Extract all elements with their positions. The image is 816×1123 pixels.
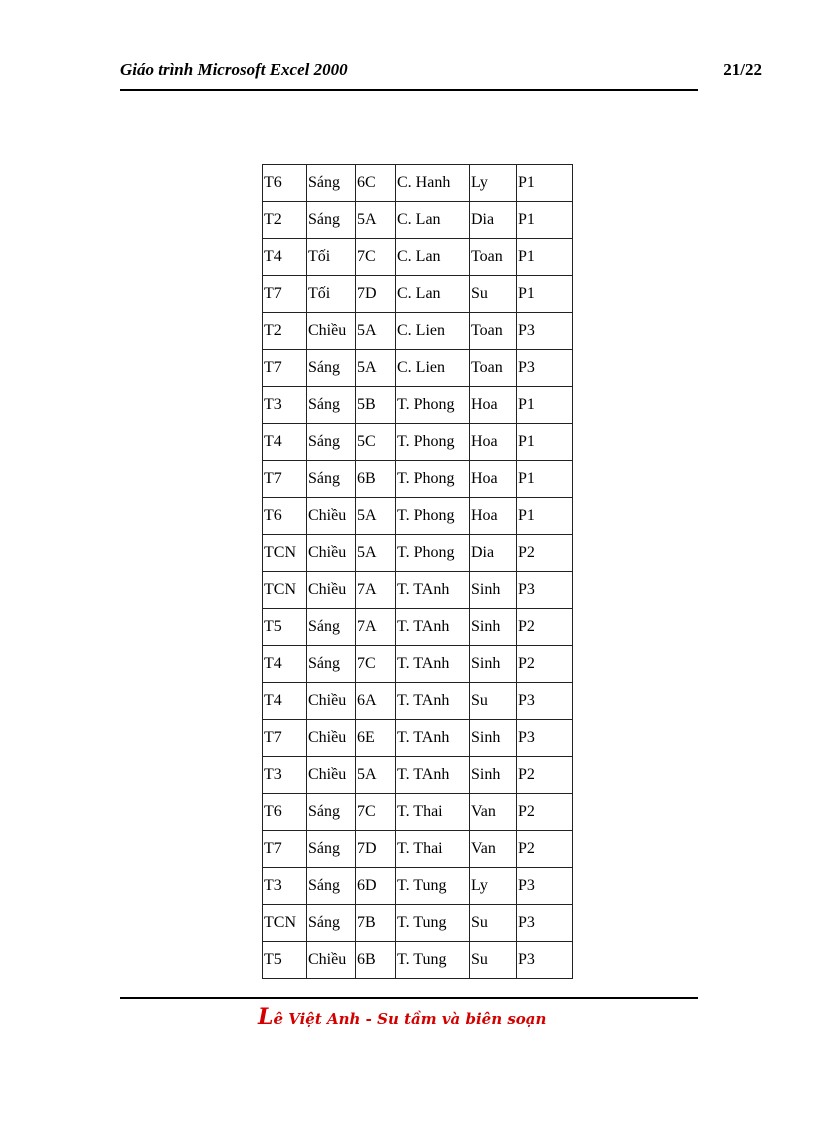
session-cell: Chiều [307,313,356,350]
day-cell: T7 [263,276,307,313]
table-row [263,572,573,609]
room-cell: P3 [517,572,573,609]
class-cell: 7C [356,646,396,683]
day-cell: T5 [263,942,307,979]
session-cell: Sáng [307,387,356,424]
subject-cell: Hoa [470,387,517,424]
teacher-cell: T. Tung [396,868,470,905]
table-row [263,646,573,683]
teacher-cell: T. Phong [396,387,470,424]
teacher-cell: T. Thai [396,794,470,831]
session-cell: Sáng [307,831,356,868]
room-cell: P1 [517,461,573,498]
room-cell: P3 [517,905,573,942]
room-cell: P2 [517,757,573,794]
room-cell: P2 [517,609,573,646]
teacher-cell: T. Tung [396,942,470,979]
subject-cell: Ly [470,868,517,905]
teacher-cell: C. Lien [396,313,470,350]
table-row [263,350,573,387]
session-cell: Sáng [307,868,356,905]
subject-cell: Sinh [470,609,517,646]
table-row [263,387,573,424]
class-cell: 5A [356,313,396,350]
class-cell: 6C [356,165,396,202]
table-row [263,683,573,720]
subject-cell: Hoa [470,424,517,461]
room-cell: P2 [517,794,573,831]
session-cell: Sáng [307,424,356,461]
room-cell: P2 [517,831,573,868]
session-cell: Tối [307,239,356,276]
class-cell: 5C [356,424,396,461]
day-cell: T6 [263,498,307,535]
teacher-cell: T. Tung [396,905,470,942]
table-row [263,535,573,572]
subject-cell: Sinh [470,720,517,757]
room-cell: P3 [517,868,573,905]
table-row [263,942,573,979]
room-cell: P1 [517,387,573,424]
subject-cell: Sinh [470,646,517,683]
class-cell: 7C [356,794,396,831]
subject-cell: Toan [470,313,517,350]
session-cell: Sáng [307,609,356,646]
table-row [263,498,573,535]
page-number: 21/22 [723,60,762,79]
class-cell: 6B [356,461,396,498]
table-row [263,461,573,498]
teacher-cell: T. TAnh [396,683,470,720]
footer-credit [258,1004,546,1030]
teacher-cell: T. Phong [396,424,470,461]
class-cell: 5A [356,498,396,535]
day-cell: T4 [263,683,307,720]
footer-credit-text: ê Việt Anh - Su tầm và biên soạn [273,1010,547,1028]
class-cell: 5A [356,350,396,387]
teacher-cell: C. Lan [396,239,470,276]
schedule-table-body [263,165,573,979]
day-cell: TCN [263,572,307,609]
session-cell: Chiều [307,683,356,720]
session-cell: Chiều [307,720,356,757]
table-row [263,239,573,276]
session-cell: Tối [307,276,356,313]
table-row [263,720,573,757]
document-title: Giáo trình Microsoft Excel 2000 [120,60,348,79]
subject-cell: Su [470,276,517,313]
session-cell: Sáng [307,165,356,202]
teacher-cell: C. Lien [396,350,470,387]
subject-cell: Sinh [470,572,517,609]
session-cell: Chiều [307,572,356,609]
teacher-cell: T. TAnh [396,720,470,757]
subject-cell: Hoa [470,461,517,498]
subject-cell: Ly [470,165,517,202]
day-cell: T7 [263,831,307,868]
day-cell: T3 [263,387,307,424]
table-row [263,313,573,350]
teacher-cell: C. Lan [396,202,470,239]
class-cell: 6D [356,868,396,905]
teacher-cell: T. Thai [396,831,470,868]
table-row [263,868,573,905]
day-cell: T7 [263,461,307,498]
teacher-cell: C. Hanh [396,165,470,202]
day-cell: T5 [263,609,307,646]
teacher-cell: T. TAnh [396,572,470,609]
subject-cell: Sinh [470,757,517,794]
subject-cell: Toan [470,239,517,276]
class-cell: 5A [356,757,396,794]
table-row [263,794,573,831]
room-cell: P1 [517,276,573,313]
day-cell: T7 [263,720,307,757]
room-cell: P2 [517,535,573,572]
room-cell: P3 [517,720,573,757]
day-cell: TCN [263,535,307,572]
day-cell: T3 [263,757,307,794]
room-cell: P3 [517,350,573,387]
session-cell: Chiều [307,498,356,535]
room-cell: P2 [517,646,573,683]
room-cell: P1 [517,239,573,276]
room-cell: P1 [517,165,573,202]
class-cell: 7C [356,239,396,276]
table-row [263,276,573,313]
teacher-cell: C. Lan [396,276,470,313]
room-cell: P1 [517,498,573,535]
day-cell: T4 [263,239,307,276]
room-cell: P3 [517,683,573,720]
class-cell: 7D [356,276,396,313]
session-cell: Chiều [307,942,356,979]
teacher-cell: T. TAnh [396,757,470,794]
class-cell: 7A [356,609,396,646]
table-row [263,202,573,239]
subject-cell: Dia [470,202,517,239]
subject-cell: Toan [470,350,517,387]
class-cell: 5A [356,202,396,239]
class-cell: 6B [356,942,396,979]
day-cell: T7 [263,350,307,387]
session-cell: Sáng [307,794,356,831]
table-row [263,831,573,868]
day-cell: TCN [263,905,307,942]
session-cell: Sáng [307,350,356,387]
session-cell: Chiều [307,757,356,794]
class-cell: 5A [356,535,396,572]
room-cell: P1 [517,202,573,239]
subject-cell: Su [470,683,517,720]
table-row [263,165,573,202]
day-cell: T2 [263,313,307,350]
teacher-cell: T. Phong [396,498,470,535]
teacher-cell: T. TAnh [396,609,470,646]
footer-divider [120,997,698,999]
table-row [263,757,573,794]
session-cell: Chiều [307,535,356,572]
subject-cell: Dia [470,535,517,572]
table-row [263,424,573,461]
subject-cell: Su [470,905,517,942]
session-cell: Sáng [307,461,356,498]
subject-cell: Van [470,794,517,831]
session-cell: Sáng [307,202,356,239]
class-cell: 6A [356,683,396,720]
room-cell: P3 [517,942,573,979]
room-cell: P1 [517,424,573,461]
class-cell: 7D [356,831,396,868]
page-header [120,58,762,84]
session-cell: Sáng [307,646,356,683]
day-cell: T6 [263,794,307,831]
header-divider [120,89,698,91]
session-cell: Sáng [307,905,356,942]
subject-cell: Su [470,942,517,979]
subject-cell: Hoa [470,498,517,535]
day-cell: T2 [263,202,307,239]
table-row [263,905,573,942]
teacher-cell: T. Phong [396,461,470,498]
class-cell: 6E [356,720,396,757]
day-cell: T4 [263,646,307,683]
class-cell: 7A [356,572,396,609]
subject-cell: Van [470,831,517,868]
day-cell: T3 [263,868,307,905]
teacher-cell: T. TAnh [396,646,470,683]
day-cell: T6 [263,165,307,202]
footer-initial: L [258,1004,274,1030]
class-cell: 7B [356,905,396,942]
schedule-table [262,164,573,979]
room-cell: P3 [517,313,573,350]
day-cell: T4 [263,424,307,461]
class-cell: 5B [356,387,396,424]
teacher-cell: T. Phong [396,535,470,572]
table-row [263,609,573,646]
